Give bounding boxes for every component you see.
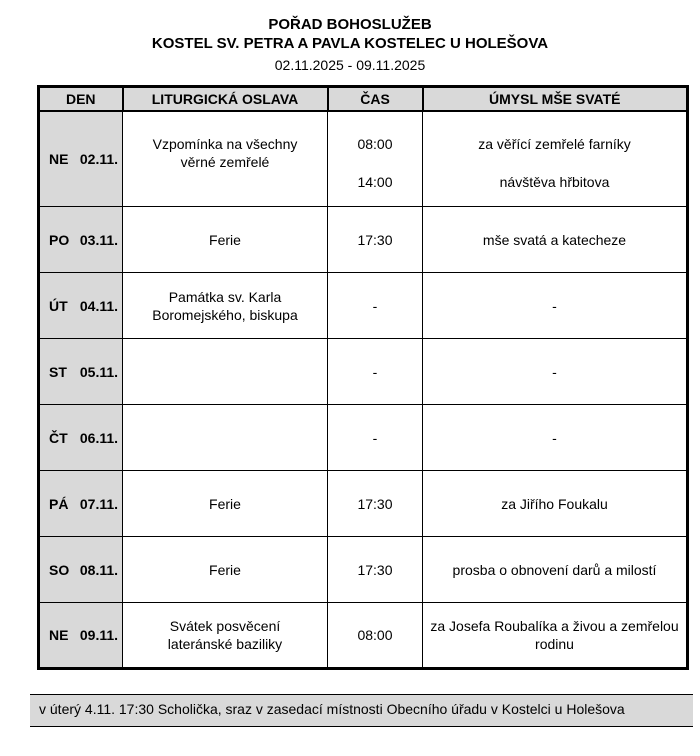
time-cell (328, 111, 423, 207)
table-row-ut-04-11 (39, 273, 688, 339)
page-subtitle: KOSTEL SV. PETRA A PAVLA KOSTELEC U HOLEŠOVA (151, 35, 549, 52)
time-value: 17:30 (357, 561, 393, 578)
table-row-so-08-11 (39, 537, 688, 603)
intention-cell (423, 537, 688, 603)
celebration-cell (123, 537, 328, 603)
time-cell (328, 537, 423, 603)
day-date: 08.11. (79, 561, 119, 578)
celebration-text: Svátek posvěcení lateránské baziliky (167, 618, 283, 652)
intention-cell (423, 603, 688, 669)
day-date: 03.11. (79, 231, 119, 248)
day-cell (39, 603, 123, 669)
day-abbr: SO (49, 561, 70, 578)
intention-cell (423, 111, 688, 207)
day-abbr: PO (49, 231, 70, 248)
schedule-table (37, 85, 689, 670)
footer-note-box (30, 694, 693, 727)
intention-value: mše svatá a katecheze (482, 231, 627, 248)
time-value: 17:30 (357, 231, 393, 248)
celebration-cell (123, 207, 328, 273)
celebration-cell (123, 405, 328, 471)
footer-note-text: v úterý 4.11. 17:30 Scholička, sraz v zasedací místnosti Obecního úřadu v Kostelci u Holešova (39, 701, 625, 717)
table-row-st-05-11 (39, 339, 688, 405)
intention-cell (423, 207, 688, 273)
time-value: - (372, 297, 378, 314)
time-value: - (372, 363, 378, 380)
day-date: 04.11. (79, 297, 119, 314)
intention-value: návštěva hřbitova (499, 173, 610, 190)
time-value: - (372, 429, 378, 446)
celebration-text: Ferie (209, 495, 241, 512)
day-date: 07.11. (79, 495, 119, 512)
day-cell (39, 111, 123, 207)
intention-cell (423, 471, 688, 537)
time-cell (328, 405, 423, 471)
day-cell (39, 339, 123, 405)
time-cell (328, 207, 423, 273)
intention-cell (423, 339, 688, 405)
time-value: 08:00 (357, 135, 393, 152)
intention-cell (423, 405, 688, 471)
celebration-cell (123, 111, 328, 207)
intention-value: prosba o obnovení darů a milostí (452, 561, 657, 578)
col-header-liturgicka-oslava: LITURGICKÁ OSLAVA (123, 87, 328, 111)
intention-value: za věřící zemřelé farníky (478, 135, 631, 152)
time-cell (328, 273, 423, 339)
time-value: 14:00 (357, 173, 393, 190)
time-value: 08:00 (357, 627, 393, 643)
celebration-cell (123, 603, 328, 669)
time-cell (328, 603, 423, 669)
time-value: 17:30 (357, 495, 393, 512)
intention-value: - (552, 363, 557, 380)
time-cell (328, 339, 423, 405)
table-row-ne-09-11 (39, 603, 688, 669)
date-range: 02.11.2025 - 09.11.2025 (274, 57, 426, 73)
day-abbr: PÁ (49, 495, 69, 512)
table-row-pa-07-11 (39, 471, 688, 537)
day-date: 05.11. (79, 363, 119, 380)
day-abbr: NE (49, 150, 69, 167)
celebration-text: Památka sv. Karla Boromejského, biskupa (152, 288, 298, 323)
day-cell (39, 273, 123, 339)
table-row-po-03-11 (39, 207, 688, 273)
celebration-text: Ferie (209, 561, 241, 578)
day-abbr: ST (49, 363, 67, 380)
day-date: 06.11. (79, 429, 119, 446)
intention-value: - (552, 297, 557, 314)
intention-cell (423, 273, 688, 339)
celebration-cell (123, 471, 328, 537)
celebration-cell (123, 339, 328, 405)
day-abbr: NE (49, 627, 69, 643)
table-row-ct-06-11 (39, 405, 688, 471)
col-header-cas: ČAS (328, 87, 423, 111)
intention-value: - (552, 429, 557, 446)
celebration-cell (123, 273, 328, 339)
intention-value: za Josefa Roubalíka a živou a zemřelou rodinu (430, 618, 679, 652)
day-cell (39, 207, 123, 273)
col-header-umysl: ÚMYSL MŠE SVATÉ (423, 87, 688, 111)
document-header (0, 0, 700, 73)
day-abbr: ČT (49, 429, 68, 446)
celebration-text: Ferie (209, 231, 241, 248)
celebration-text: Vzpomínka na všechny věrné zemřelé (152, 135, 298, 170)
day-cell (39, 405, 123, 471)
col-header-den: DEN (39, 87, 123, 111)
header-row (39, 87, 688, 111)
day-cell (39, 471, 123, 537)
day-date: 09.11. (79, 627, 119, 643)
time-cell (328, 471, 423, 537)
day-cell (39, 537, 123, 603)
table-row-ne-02-11 (39, 111, 688, 207)
day-date: 02.11. (79, 150, 119, 167)
intention-value: za Jiřího Foukalu (501, 495, 608, 512)
page-title: POŘAD BOHOSLUŽEB (268, 16, 432, 33)
day-abbr: ÚT (49, 297, 68, 314)
